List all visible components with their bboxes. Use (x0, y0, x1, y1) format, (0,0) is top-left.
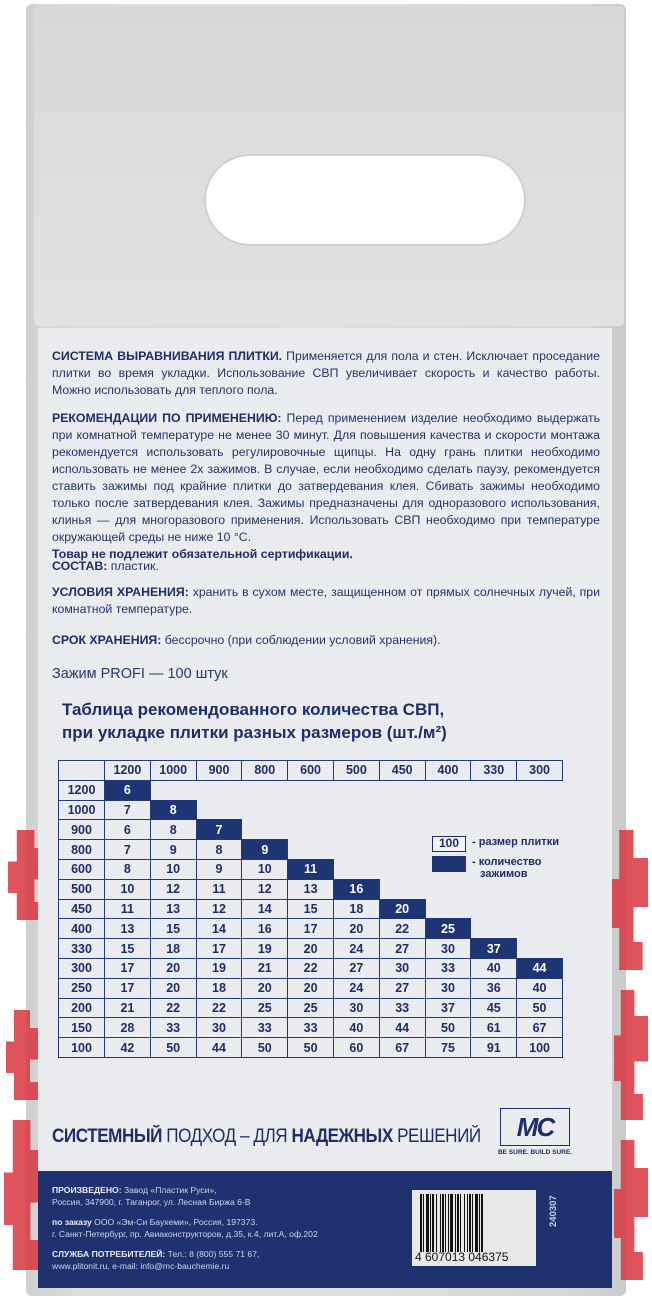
svp-quantity-table (58, 760, 563, 1058)
row-header: 450 (59, 899, 105, 919)
manufacturer-info: ПРОИЗВЕДЕНО: Завод «Пластик Руси», Россия, 347900, г. Таганрог, ул. Лесная Биржа 6-В (52, 1185, 251, 1207)
row-header: 100 (59, 1038, 105, 1058)
table-cell: 19 (196, 958, 242, 978)
table-cell: 50 (517, 998, 563, 1018)
table-legend (432, 836, 559, 884)
table-cell: 12 (150, 879, 196, 899)
table-cell: 20 (333, 919, 379, 939)
table-cell: 6 (105, 820, 151, 840)
shelf-life: СРОК ХРАНЕНИЯ: бессрочно (при соблюдении условий хранения). (52, 633, 441, 647)
diagonal-cell: 25 (425, 919, 471, 939)
table-cell: 33 (150, 1018, 196, 1038)
table-row (59, 958, 563, 978)
empty-cell (517, 800, 563, 820)
table-cell: 8 (196, 840, 242, 860)
batch-code: 240307 (548, 1195, 559, 1227)
empty-cell (517, 899, 563, 919)
table-cell: 22 (288, 958, 334, 978)
mc-logo (494, 1108, 576, 1164)
legend-count-swatch (432, 856, 466, 872)
empty-cell (471, 919, 517, 939)
table-cell: 20 (242, 978, 288, 998)
table-cell: 28 (105, 1018, 151, 1038)
footer-panel (38, 1171, 612, 1288)
table-cell: 13 (150, 899, 196, 919)
table-cell: 18 (196, 978, 242, 998)
legend-count-label: - количество зажимов (472, 856, 542, 880)
table-row (59, 978, 563, 998)
table-cell: 20 (150, 958, 196, 978)
diagonal-cell: 20 (379, 899, 425, 919)
table-cell: 30 (379, 958, 425, 978)
diagonal-cell: 9 (242, 840, 288, 860)
column-header: 500 (333, 761, 379, 781)
diagonal-cell: 16 (333, 879, 379, 899)
row-header: 600 (59, 859, 105, 879)
empty-cell (379, 820, 425, 840)
table-cell: 40 (517, 978, 563, 998)
column-header: 300 (517, 761, 563, 781)
table-cell: 22 (196, 998, 242, 1018)
empty-cell (517, 919, 563, 939)
mc-logo-tagline: BE SURE. BUILD SURE. (497, 1149, 573, 1156)
empty-cell (288, 820, 334, 840)
table-cell: 40 (333, 1018, 379, 1038)
table-cell: 30 (333, 998, 379, 1018)
table-cell: 18 (333, 899, 379, 919)
table-cell: 75 (425, 1038, 471, 1058)
row-header: 800 (59, 840, 105, 860)
column-header: 330 (471, 761, 517, 781)
table-cell: 44 (196, 1038, 242, 1058)
empty-cell (471, 800, 517, 820)
storage-conditions: УСЛОВИЯ ХРАНЕНИЯ: хранить в сухом месте, защищенном от прямых солнечных лучей, при комнатной температуре. (52, 585, 601, 616)
barcode-digits: 4 607013 046375 (415, 1250, 509, 1264)
table-header-row (59, 761, 563, 781)
table-cell: 17 (196, 939, 242, 959)
table-cell: 91 (471, 1038, 517, 1058)
column-header: 800 (242, 761, 288, 781)
empty-cell (150, 780, 196, 800)
empty-cell (242, 780, 288, 800)
table-cell: 7 (105, 840, 151, 860)
brand-slogan: СИСТЕМНЫЙ ПОДХОД – ДЛЯ НАДЕЖНЫХ РЕШЕНИЙ (52, 1126, 481, 1147)
diagonal-cell: 6 (105, 780, 151, 800)
table-title: Таблица рекомендованного количества СВП, при укладке плитки разных размеров (шт./м²) (62, 700, 447, 742)
order-info: по заказу ООО «Эм-Си Баухеми», Россия, 197373. г. Санкт-Петербург, пр. Авиаконструкторов, д.35, к.4, лит.А, оф.202 (52, 1217, 318, 1239)
column-header: 450 (379, 761, 425, 781)
table-cell: 9 (150, 840, 196, 860)
table-cell: 24 (333, 939, 379, 959)
empty-cell (379, 879, 425, 899)
empty-cell (379, 780, 425, 800)
table-cell: 44 (379, 1018, 425, 1038)
table-cell: 15 (288, 899, 334, 919)
table-cell: 20 (288, 978, 334, 998)
table-cell: 14 (196, 919, 242, 939)
table-cell: 50 (150, 1038, 196, 1058)
table-cell: 27 (379, 978, 425, 998)
table-row (59, 939, 563, 959)
table-cell: 16 (242, 919, 288, 939)
table-cell: 67 (517, 1018, 563, 1038)
table-cell: 7 (105, 800, 151, 820)
table-cell: 12 (242, 879, 288, 899)
diagonal-cell: 8 (150, 800, 196, 820)
table-cell: 11 (196, 879, 242, 899)
table-cell: 30 (425, 978, 471, 998)
product-label (38, 328, 612, 1288)
empty-cell (333, 820, 379, 840)
row-header: 900 (59, 820, 105, 840)
table-cell: 13 (105, 919, 151, 939)
table-cell: 17 (288, 919, 334, 939)
table-cell: 11 (105, 899, 151, 919)
column-header: 600 (288, 761, 334, 781)
empty-cell (471, 899, 517, 919)
row-header: 150 (59, 1018, 105, 1038)
diagonal-cell: 7 (196, 820, 242, 840)
table-cell: 67 (379, 1038, 425, 1058)
row-header: 500 (59, 879, 105, 899)
table-cell: 10 (150, 859, 196, 879)
empty-cell (196, 800, 242, 820)
empty-cell (425, 780, 471, 800)
table-row (59, 899, 563, 919)
empty-cell (333, 859, 379, 879)
table-cell: 45 (471, 998, 517, 1018)
empty-cell (196, 780, 242, 800)
table-cell: 21 (105, 998, 151, 1018)
table-cell: 30 (425, 939, 471, 959)
certification-note: Товар не подлежит обязательной сертификации. (52, 547, 353, 561)
row-header: 200 (59, 998, 105, 1018)
table-cell: 18 (150, 939, 196, 959)
table-cell: 33 (288, 1018, 334, 1038)
table-cell: 15 (105, 939, 151, 959)
table-cell: 50 (242, 1038, 288, 1058)
row-header: 250 (59, 978, 105, 998)
table-cell: 15 (150, 919, 196, 939)
table-cell: 13 (288, 879, 334, 899)
empty-cell (242, 800, 288, 820)
table-row (59, 780, 563, 800)
table-cell: 61 (471, 1018, 517, 1038)
table-row (59, 998, 563, 1018)
empty-cell (333, 780, 379, 800)
row-header: 300 (59, 958, 105, 978)
table-cell: 20 (150, 978, 196, 998)
empty-cell (517, 780, 563, 800)
table-cell: 21 (242, 958, 288, 978)
table-cell: 17 (105, 978, 151, 998)
table-cell: 37 (425, 998, 471, 1018)
diagonal-cell: 37 (471, 939, 517, 959)
table-cell: 14 (242, 899, 288, 919)
empty-cell (242, 820, 288, 840)
empty-cell (517, 939, 563, 959)
empty-cell (425, 800, 471, 820)
description-system: СИСТЕМА ВЫРАВНИВАНИЯ ПЛИТКИ. Применяется для пола и стен. Исключает проседание плитки во время укладки. Использование СВП увеличивает скорость и качество работы. Можно использовать для теплого пола. (52, 349, 600, 397)
row-header: 1200 (59, 780, 105, 800)
table-cell: 50 (288, 1038, 334, 1058)
table-cell: 10 (242, 859, 288, 879)
table-cell: 50 (425, 1018, 471, 1038)
column-header: 400 (425, 761, 471, 781)
table-cell: 8 (150, 820, 196, 840)
legend-size-sample: 100 (432, 836, 466, 852)
empty-cell (379, 800, 425, 820)
table-row (59, 800, 563, 820)
footer-info (52, 1185, 318, 1281)
consumer-service-info: СЛУЖБА ПОТРЕБИТЕЛЕЙ: Тел.: 8 (800) 555 71 67, www.plitonit.ru, e-mail: info@mc-bauchemie.ru (52, 1249, 260, 1271)
row-header: 400 (59, 919, 105, 939)
table-cell: 24 (333, 978, 379, 998)
empty-cell (471, 780, 517, 800)
table-cell: 25 (288, 998, 334, 1018)
table-cell: 60 (333, 1038, 379, 1058)
table-cell: 17 (105, 958, 151, 978)
table-cell: 12 (196, 899, 242, 919)
table-cell: 33 (379, 998, 425, 1018)
column-header: 900 (196, 761, 242, 781)
column-header: 1000 (150, 761, 196, 781)
column-header: 1200 (105, 761, 151, 781)
table-cell: 8 (105, 859, 151, 879)
empty-cell (425, 899, 471, 919)
product-quantity: Зажим PROFI — 100 штук (52, 666, 228, 682)
table-cell: 33 (242, 1018, 288, 1038)
legend-size-label: - размер плитки (472, 836, 559, 848)
bag-handle-hole (204, 154, 526, 246)
table-cell: 100 (517, 1038, 563, 1058)
table-cell: 30 (196, 1018, 242, 1038)
table-row (59, 1018, 563, 1038)
bag-top-panel (34, 6, 624, 326)
barcode-bars-icon (420, 1194, 528, 1252)
row-header: 330 (59, 939, 105, 959)
empty-cell (379, 859, 425, 879)
diagonal-cell: 11 (288, 859, 334, 879)
table-cell: 20 (288, 939, 334, 959)
empty-cell (333, 800, 379, 820)
diagonal-cell: 44 (517, 958, 563, 978)
mc-logo-mark: MC (500, 1108, 570, 1146)
empty-cell (288, 840, 334, 860)
table-cell: 42 (105, 1038, 151, 1058)
empty-cell (333, 840, 379, 860)
table-cell: 36 (471, 978, 517, 998)
table-cell: 27 (333, 958, 379, 978)
table-cell: 22 (150, 998, 196, 1018)
table-cell: 9 (196, 859, 242, 879)
barcode (412, 1190, 536, 1266)
table-cell: 33 (425, 958, 471, 978)
empty-cell (379, 840, 425, 860)
table-cell: 25 (242, 998, 288, 1018)
table-cell: 40 (471, 958, 517, 978)
table-row (59, 1038, 563, 1058)
table-cell: 27 (379, 939, 425, 959)
empty-cell (288, 800, 334, 820)
table-cell: 10 (105, 879, 151, 899)
description-usage: РЕКОМЕНДАЦИИ ПО ПРИМЕНЕНИЮ: Перед применением изделие необходимо выдержать при комнатной температуре не менее 30 минут. Для повышения качества и скорости монтажа рекомендуется использовать регулировочные щипцы. На одну грань плитки необходимо использовать не менее 2х зажимов. В случае, если необходимо сделать паузу, рекомендуется ставить зажимы под крайние плитки до затвердевания клея. Сбивать зажимы необходимо только после затвердевания клея. Зажимы предназначены для одноразового использования, клинья — для многоразового применения. Использовать СВП необходимо при температуре окружающей среды не ниже 10 °C. Товар не подлежит обязательной сертификации. (52, 411, 600, 561)
row-header: 1000 (59, 800, 105, 820)
table-cell: 19 (242, 939, 288, 959)
table-cell: 22 (379, 919, 425, 939)
table-corner-cell (59, 761, 105, 781)
table-row (59, 919, 563, 939)
composition: СОСТАВ: пластик. (52, 559, 159, 573)
empty-cell (288, 780, 334, 800)
